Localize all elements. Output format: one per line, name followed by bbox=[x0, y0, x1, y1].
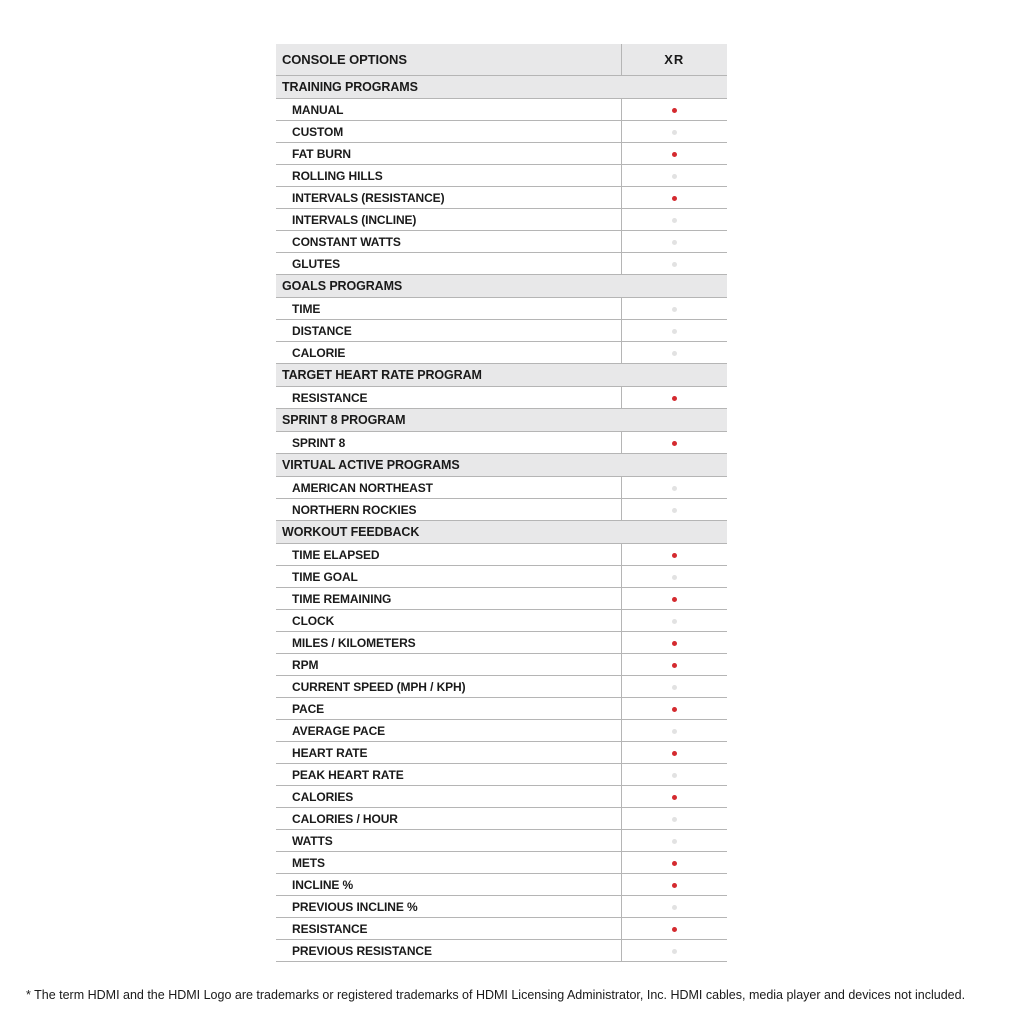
table-row bbox=[276, 477, 727, 499]
table-row bbox=[276, 387, 727, 409]
feature-label: TIME GOAL bbox=[276, 566, 621, 588]
table-row bbox=[276, 654, 727, 676]
section-title: TRAINING PROGRAMS bbox=[276, 76, 621, 99]
table-row bbox=[276, 99, 727, 121]
not-included-dot-icon bbox=[672, 949, 677, 954]
feature-label: CURRENT SPEED (MPH / KPH) bbox=[276, 676, 621, 698]
availability-cell bbox=[621, 499, 727, 521]
availability-cell bbox=[621, 566, 727, 588]
feature-label: FAT BURN bbox=[276, 143, 621, 165]
availability-cell bbox=[621, 764, 727, 786]
not-included-dot-icon bbox=[672, 329, 677, 334]
availability-cell bbox=[621, 676, 727, 698]
not-included-dot-icon bbox=[672, 351, 677, 356]
table-row bbox=[276, 209, 727, 231]
feature-label: PREVIOUS RESISTANCE bbox=[276, 940, 621, 962]
section-fill bbox=[621, 364, 727, 387]
included-dot-icon bbox=[672, 751, 677, 756]
feature-label: CUSTOM bbox=[276, 121, 621, 143]
table-row bbox=[276, 298, 727, 320]
not-included-dot-icon bbox=[672, 486, 677, 491]
feature-label: DISTANCE bbox=[276, 320, 621, 342]
feature-label: MILES / KILOMETERS bbox=[276, 632, 621, 654]
included-dot-icon bbox=[672, 861, 677, 866]
availability-cell bbox=[621, 544, 727, 566]
feature-label: NORTHERN ROCKIES bbox=[276, 499, 621, 521]
section-title: WORKOUT FEEDBACK bbox=[276, 521, 621, 544]
availability-cell bbox=[621, 253, 727, 275]
not-included-dot-icon bbox=[672, 174, 677, 179]
table-row bbox=[276, 121, 727, 143]
section-title: VIRTUAL ACTIVE PROGRAMS bbox=[276, 454, 621, 477]
availability-cell bbox=[621, 209, 727, 231]
not-included-dot-icon bbox=[672, 240, 677, 245]
not-included-dot-icon bbox=[672, 575, 677, 580]
table-row bbox=[276, 918, 727, 940]
availability-cell bbox=[621, 940, 727, 962]
table-row bbox=[276, 253, 727, 275]
feature-label: PEAK HEART RATE bbox=[276, 764, 621, 786]
included-dot-icon bbox=[672, 152, 677, 157]
availability-cell bbox=[621, 742, 727, 764]
table-row bbox=[276, 342, 727, 364]
feature-label: HEART RATE bbox=[276, 742, 621, 764]
feature-label: RESISTANCE bbox=[276, 918, 621, 940]
section-header-row bbox=[276, 521, 727, 544]
feature-label: SPRINT 8 bbox=[276, 432, 621, 454]
not-included-dot-icon bbox=[672, 839, 677, 844]
included-dot-icon bbox=[672, 927, 677, 932]
feature-label: CALORIE bbox=[276, 342, 621, 364]
included-dot-icon bbox=[672, 441, 677, 446]
availability-cell bbox=[621, 918, 727, 940]
table-row bbox=[276, 808, 727, 830]
included-dot-icon bbox=[672, 196, 677, 201]
table-row bbox=[276, 786, 727, 808]
availability-cell bbox=[621, 830, 727, 852]
table-row bbox=[276, 566, 727, 588]
feature-label: INCLINE % bbox=[276, 874, 621, 896]
availability-cell bbox=[621, 632, 727, 654]
table-row bbox=[276, 896, 727, 918]
section-fill bbox=[621, 454, 727, 477]
availability-cell bbox=[621, 852, 727, 874]
availability-cell bbox=[621, 720, 727, 742]
availability-cell bbox=[621, 298, 727, 320]
availability-cell bbox=[621, 121, 727, 143]
table-row bbox=[276, 874, 727, 896]
availability-cell bbox=[621, 654, 727, 676]
table-header-row bbox=[276, 44, 727, 76]
section-fill bbox=[621, 275, 727, 298]
feature-label: PREVIOUS INCLINE % bbox=[276, 896, 621, 918]
table-row bbox=[276, 940, 727, 962]
section-header-row bbox=[276, 76, 727, 99]
availability-cell bbox=[621, 588, 727, 610]
feature-label: TIME ELAPSED bbox=[276, 544, 621, 566]
included-dot-icon bbox=[672, 707, 677, 712]
availability-cell bbox=[621, 610, 727, 632]
table-row bbox=[276, 742, 727, 764]
table-row bbox=[276, 544, 727, 566]
hdmi-trademark-footnote: * The term HDMI and the HDMI Logo are trademarks or registered trademarks of HDMI Licensing Administrator, Inc. HDMI cables, media player and devices not included. bbox=[26, 988, 966, 1002]
table-row bbox=[276, 165, 727, 187]
section-header-row bbox=[276, 275, 727, 298]
availability-cell bbox=[621, 808, 727, 830]
feature-label: TIME REMAINING bbox=[276, 588, 621, 610]
feature-label: ROLLING HILLS bbox=[276, 165, 621, 187]
console-options-body bbox=[276, 44, 727, 962]
section-header-row bbox=[276, 454, 727, 477]
availability-cell bbox=[621, 231, 727, 253]
table-row bbox=[276, 143, 727, 165]
section-fill bbox=[621, 521, 727, 544]
not-included-dot-icon bbox=[672, 218, 677, 223]
table-row bbox=[276, 632, 727, 654]
feature-label: WATTS bbox=[276, 830, 621, 852]
feature-label: METS bbox=[276, 852, 621, 874]
included-dot-icon bbox=[672, 663, 677, 668]
feature-label: MANUAL bbox=[276, 99, 621, 121]
included-dot-icon bbox=[672, 597, 677, 602]
table-row bbox=[276, 187, 727, 209]
feature-label: CALORIES bbox=[276, 786, 621, 808]
feature-label: CALORIES / HOUR bbox=[276, 808, 621, 830]
availability-cell bbox=[621, 698, 727, 720]
not-included-dot-icon bbox=[672, 817, 677, 822]
feature-label: AMERICAN NORTHEAST bbox=[276, 477, 621, 499]
not-included-dot-icon bbox=[672, 729, 677, 734]
feature-label: AVERAGE PACE bbox=[276, 720, 621, 742]
table-row bbox=[276, 588, 727, 610]
availability-cell bbox=[621, 786, 727, 808]
availability-cell bbox=[621, 143, 727, 165]
availability-cell bbox=[621, 477, 727, 499]
section-header-row bbox=[276, 409, 727, 432]
section-title: SPRINT 8 PROGRAM bbox=[276, 409, 621, 432]
console-options-table bbox=[276, 44, 727, 962]
section-title: GOALS PROGRAMS bbox=[276, 275, 621, 298]
table-row bbox=[276, 698, 727, 720]
table-row bbox=[276, 852, 727, 874]
feature-label: RPM bbox=[276, 654, 621, 676]
table-row bbox=[276, 830, 727, 852]
availability-cell bbox=[621, 874, 727, 896]
not-included-dot-icon bbox=[672, 773, 677, 778]
table-row bbox=[276, 720, 727, 742]
not-included-dot-icon bbox=[672, 262, 677, 267]
table-row bbox=[276, 320, 727, 342]
availability-cell bbox=[621, 320, 727, 342]
table-row bbox=[276, 676, 727, 698]
section-header-row bbox=[276, 364, 727, 387]
not-included-dot-icon bbox=[672, 905, 677, 910]
not-included-dot-icon bbox=[672, 508, 677, 513]
table-row bbox=[276, 231, 727, 253]
header-model-xr: XR bbox=[621, 44, 727, 76]
included-dot-icon bbox=[672, 108, 677, 113]
table-row bbox=[276, 610, 727, 632]
table-row bbox=[276, 432, 727, 454]
availability-cell bbox=[621, 387, 727, 409]
included-dot-icon bbox=[672, 883, 677, 888]
section-fill bbox=[621, 76, 727, 99]
included-dot-icon bbox=[672, 553, 677, 558]
not-included-dot-icon bbox=[672, 307, 677, 312]
feature-label: INTERVALS (RESISTANCE) bbox=[276, 187, 621, 209]
included-dot-icon bbox=[672, 795, 677, 800]
included-dot-icon bbox=[672, 641, 677, 646]
availability-cell bbox=[621, 342, 727, 364]
included-dot-icon bbox=[672, 396, 677, 401]
table-row bbox=[276, 499, 727, 521]
feature-label: INTERVALS (INCLINE) bbox=[276, 209, 621, 231]
not-included-dot-icon bbox=[672, 130, 677, 135]
feature-label: GLUTES bbox=[276, 253, 621, 275]
availability-cell bbox=[621, 187, 727, 209]
not-included-dot-icon bbox=[672, 619, 677, 624]
not-included-dot-icon bbox=[672, 685, 677, 690]
feature-label: CLOCK bbox=[276, 610, 621, 632]
availability-cell bbox=[621, 99, 727, 121]
feature-label: TIME bbox=[276, 298, 621, 320]
availability-cell bbox=[621, 896, 727, 918]
table-row bbox=[276, 764, 727, 786]
availability-cell bbox=[621, 432, 727, 454]
feature-label: CONSTANT WATTS bbox=[276, 231, 621, 253]
feature-label: RESISTANCE bbox=[276, 387, 621, 409]
header-console-options: CONSOLE OPTIONS bbox=[276, 44, 621, 76]
section-fill bbox=[621, 409, 727, 432]
section-title: TARGET HEART RATE PROGRAM bbox=[276, 364, 621, 387]
availability-cell bbox=[621, 165, 727, 187]
feature-label: PACE bbox=[276, 698, 621, 720]
